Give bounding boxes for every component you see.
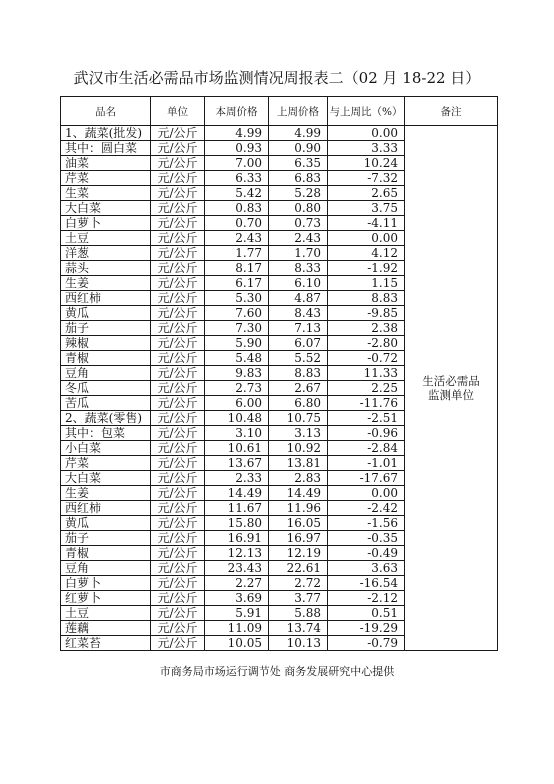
unit-cell: 元/公斤 (151, 591, 205, 606)
this-week-price: 16.91 (205, 531, 269, 546)
this-week-price: 5.48 (205, 351, 269, 366)
this-week-price: 7.00 (205, 156, 269, 171)
change-percent: 11.33 (328, 366, 405, 381)
this-week-price: 4.99 (205, 126, 269, 141)
this-week-price: 15.80 (205, 516, 269, 531)
change-percent: -9.85 (328, 306, 405, 321)
unit-cell: 元/公斤 (151, 201, 205, 216)
last-week-price: 7.13 (269, 321, 328, 336)
unit-cell: 元/公斤 (151, 531, 205, 546)
last-week-price: 6.07 (269, 336, 328, 351)
last-week-price: 2.72 (269, 576, 328, 591)
last-week-price: 14.49 (269, 486, 328, 501)
item-name: 芹菜 (61, 456, 151, 471)
change-percent: 4.12 (328, 246, 405, 261)
last-week-price: 6.35 (269, 156, 328, 171)
item-name: 西红柿 (61, 291, 151, 306)
change-percent: -2.84 (328, 441, 405, 456)
change-percent: 2.25 (328, 381, 405, 396)
header-remark: 备注 (405, 97, 498, 126)
this-week-price: 11.67 (205, 501, 269, 516)
this-week-price: 2.33 (205, 471, 269, 486)
this-week-price: 14.49 (205, 486, 269, 501)
remark-line: 监测单位 (428, 388, 474, 402)
item-name: 冬瓜 (61, 381, 151, 396)
unit-cell: 元/公斤 (151, 576, 205, 591)
unit-cell: 元/公斤 (151, 171, 205, 186)
this-week-price: 5.42 (205, 186, 269, 201)
last-week-price: 10.92 (269, 441, 328, 456)
last-week-price: 13.81 (269, 456, 328, 471)
item-name: 红菜苔 (61, 636, 151, 651)
item-name: 生姜 (61, 486, 151, 501)
last-week-price: 8.43 (269, 306, 328, 321)
change-percent: 0.00 (328, 231, 405, 246)
this-week-price: 3.69 (205, 591, 269, 606)
this-week-price: 11.09 (205, 621, 269, 636)
unit-cell: 元/公斤 (151, 126, 205, 141)
last-week-price: 8.83 (269, 366, 328, 381)
change-percent: -11.76 (328, 396, 405, 411)
this-week-price: 2.27 (205, 576, 269, 591)
this-week-price: 0.70 (205, 216, 269, 231)
change-percent: 2.65 (328, 186, 405, 201)
item-name: 黄瓜 (61, 306, 151, 321)
change-percent: -1.92 (328, 261, 405, 276)
price-table-body (61, 126, 498, 651)
this-week-price: 3.10 (205, 426, 269, 441)
unit-cell: 元/公斤 (151, 336, 205, 351)
change-percent: -16.54 (328, 576, 405, 591)
item-name: 豆角 (61, 366, 151, 381)
this-week-price: 7.60 (205, 306, 269, 321)
last-week-price: 6.80 (269, 396, 328, 411)
this-week-price: 1.77 (205, 246, 269, 261)
item-name: 土豆 (61, 231, 151, 246)
last-week-price: 2.83 (269, 471, 328, 486)
header-unit: 单位 (151, 97, 205, 126)
item-name: 2、蔬菜(零售) (61, 411, 151, 426)
change-percent: 3.75 (328, 201, 405, 216)
item-name: 油菜 (61, 156, 151, 171)
item-name: 辣椒 (61, 336, 151, 351)
this-week-price: 5.91 (205, 606, 269, 621)
item-name: 茄子 (61, 321, 151, 336)
unit-cell: 元/公斤 (151, 621, 205, 636)
change-percent: 3.33 (328, 141, 405, 156)
change-percent: -17.67 (328, 471, 405, 486)
unit-cell: 元/公斤 (151, 156, 205, 171)
unit-cell: 元/公斤 (151, 366, 205, 381)
change-percent: 0.00 (328, 126, 405, 141)
unit-cell: 元/公斤 (151, 471, 205, 486)
last-week-price: 12.19 (269, 546, 328, 561)
this-week-price: 0.83 (205, 201, 269, 216)
last-week-price: 10.13 (269, 636, 328, 651)
last-week-price: 13.74 (269, 621, 328, 636)
change-percent: 10.24 (328, 156, 405, 171)
this-week-price: 0.93 (205, 141, 269, 156)
header-change-percent: 与上周比（%） (328, 97, 405, 126)
change-percent: -4.11 (328, 216, 405, 231)
item-name: 白萝卜 (61, 576, 151, 591)
unit-cell: 元/公斤 (151, 186, 205, 201)
item-name: 其中：圆白菜 (61, 141, 151, 156)
unit-cell: 元/公斤 (151, 381, 205, 396)
unit-cell: 元/公斤 (151, 141, 205, 156)
item-name: 莲藕 (61, 621, 151, 636)
last-week-price: 4.99 (269, 126, 328, 141)
report-title: 武汉市生活必需品市场监测情况周报表二（02 月 18-22 日） (73, 69, 481, 87)
header-row (61, 97, 498, 126)
this-week-price: 10.05 (205, 636, 269, 651)
last-week-price: 0.90 (269, 141, 328, 156)
table-header (61, 97, 498, 126)
item-name: 青椒 (61, 351, 151, 366)
item-name: 土豆 (61, 606, 151, 621)
report-footer: 市商务局市场运行调节处 商务发展研究中心提供 (159, 665, 395, 678)
last-week-price: 0.80 (269, 201, 328, 216)
this-week-price: 2.43 (205, 231, 269, 246)
change-percent: -19.29 (328, 621, 405, 636)
unit-cell: 元/公斤 (151, 501, 205, 516)
last-week-price: 11.96 (269, 501, 328, 516)
this-week-price: 10.48 (205, 411, 269, 426)
last-week-price: 4.87 (269, 291, 328, 306)
last-week-price: 2.43 (269, 231, 328, 246)
unit-cell: 元/公斤 (151, 426, 205, 441)
last-week-price: 0.73 (269, 216, 328, 231)
change-percent: -0.49 (328, 546, 405, 561)
last-week-price: 10.75 (269, 411, 328, 426)
unit-cell: 元/公斤 (151, 396, 205, 411)
this-week-price: 6.00 (205, 396, 269, 411)
item-name: 小白菜 (61, 441, 151, 456)
unit-cell: 元/公斤 (151, 606, 205, 621)
change-percent: -0.79 (328, 636, 405, 651)
price-table (60, 96, 498, 651)
unit-cell: 元/公斤 (151, 246, 205, 261)
unit-cell: 元/公斤 (151, 546, 205, 561)
item-name: 芹菜 (61, 171, 151, 186)
change-percent: -2.12 (328, 591, 405, 606)
unit-cell: 元/公斤 (151, 306, 205, 321)
this-week-price: 5.30 (205, 291, 269, 306)
last-week-price: 2.67 (269, 381, 328, 396)
unit-cell: 元/公斤 (151, 441, 205, 456)
change-percent: -7.32 (328, 171, 405, 186)
change-percent: 8.83 (328, 291, 405, 306)
item-name: 黄瓜 (61, 516, 151, 531)
unit-cell: 元/公斤 (151, 216, 205, 231)
unit-cell: 元/公斤 (151, 456, 205, 471)
last-week-price: 5.88 (269, 606, 328, 621)
last-week-price: 16.97 (269, 531, 328, 546)
item-name: 白萝卜 (61, 216, 151, 231)
item-name: 西红柿 (61, 501, 151, 516)
header-last-week-price: 上周价格 (269, 97, 328, 126)
change-percent: 1.15 (328, 276, 405, 291)
last-week-price: 5.28 (269, 186, 328, 201)
unit-cell: 元/公斤 (151, 351, 205, 366)
last-week-price: 3.77 (269, 591, 328, 606)
change-percent: 2.38 (328, 321, 405, 336)
change-percent: 0.00 (328, 486, 405, 501)
table-row (61, 126, 498, 141)
change-percent: -0.96 (328, 426, 405, 441)
change-percent: 0.51 (328, 606, 405, 621)
item-name: 苦瓜 (61, 396, 151, 411)
this-week-price: 13.67 (205, 456, 269, 471)
header-this-week-price: 本周价格 (205, 97, 269, 126)
change-percent: -1.56 (328, 516, 405, 531)
unit-cell: 元/公斤 (151, 291, 205, 306)
unit-cell: 元/公斤 (151, 231, 205, 246)
change-percent: 3.63 (328, 561, 405, 576)
last-week-price: 22.61 (269, 561, 328, 576)
last-week-price: 3.13 (269, 426, 328, 441)
item-name: 洋葱 (61, 246, 151, 261)
change-percent: -2.80 (328, 336, 405, 351)
unit-cell: 元/公斤 (151, 321, 205, 336)
this-week-price: 7.30 (205, 321, 269, 336)
this-week-price: 5.90 (205, 336, 269, 351)
last-week-price: 1.70 (269, 246, 328, 261)
remark-line: 生活必需品 (422, 374, 480, 388)
item-name: 红萝卜 (61, 591, 151, 606)
header-item-name: 品名 (61, 97, 151, 126)
last-week-price: 8.33 (269, 261, 328, 276)
item-name: 豆角 (61, 561, 151, 576)
last-week-price: 6.10 (269, 276, 328, 291)
unit-cell: 元/公斤 (151, 261, 205, 276)
this-week-price: 9.83 (205, 366, 269, 381)
unit-cell: 元/公斤 (151, 561, 205, 576)
item-name: 茄子 (61, 531, 151, 546)
this-week-price: 10.61 (205, 441, 269, 456)
last-week-price: 5.52 (269, 351, 328, 366)
item-name: 1、蔬菜(批发) (61, 126, 151, 141)
item-name: 生姜 (61, 276, 151, 291)
change-percent: -2.42 (328, 501, 405, 516)
item-name: 青椒 (61, 546, 151, 561)
this-week-price: 8.17 (205, 261, 269, 276)
change-percent: -0.35 (328, 531, 405, 546)
unit-cell: 元/公斤 (151, 411, 205, 426)
item-name: 其中：包菜 (61, 426, 151, 441)
this-week-price: 2.73 (205, 381, 269, 396)
change-percent: -1.01 (328, 456, 405, 471)
this-week-price: 12.13 (205, 546, 269, 561)
unit-cell: 元/公斤 (151, 516, 205, 531)
last-week-price: 6.83 (269, 171, 328, 186)
change-percent: -0.72 (328, 351, 405, 366)
this-week-price: 23.43 (205, 561, 269, 576)
unit-cell: 元/公斤 (151, 636, 205, 651)
change-percent: -2.51 (328, 411, 405, 426)
item-name: 大白菜 (61, 201, 151, 216)
unit-cell: 元/公斤 (151, 486, 205, 501)
item-name: 生菜 (61, 186, 151, 201)
remark-cell (405, 126, 498, 651)
item-name: 大白菜 (61, 471, 151, 486)
last-week-price: 16.05 (269, 516, 328, 531)
this-week-price: 6.17 (205, 276, 269, 291)
unit-cell: 元/公斤 (151, 276, 205, 291)
this-week-price: 6.33 (205, 171, 269, 186)
item-name: 蒜头 (61, 261, 151, 276)
